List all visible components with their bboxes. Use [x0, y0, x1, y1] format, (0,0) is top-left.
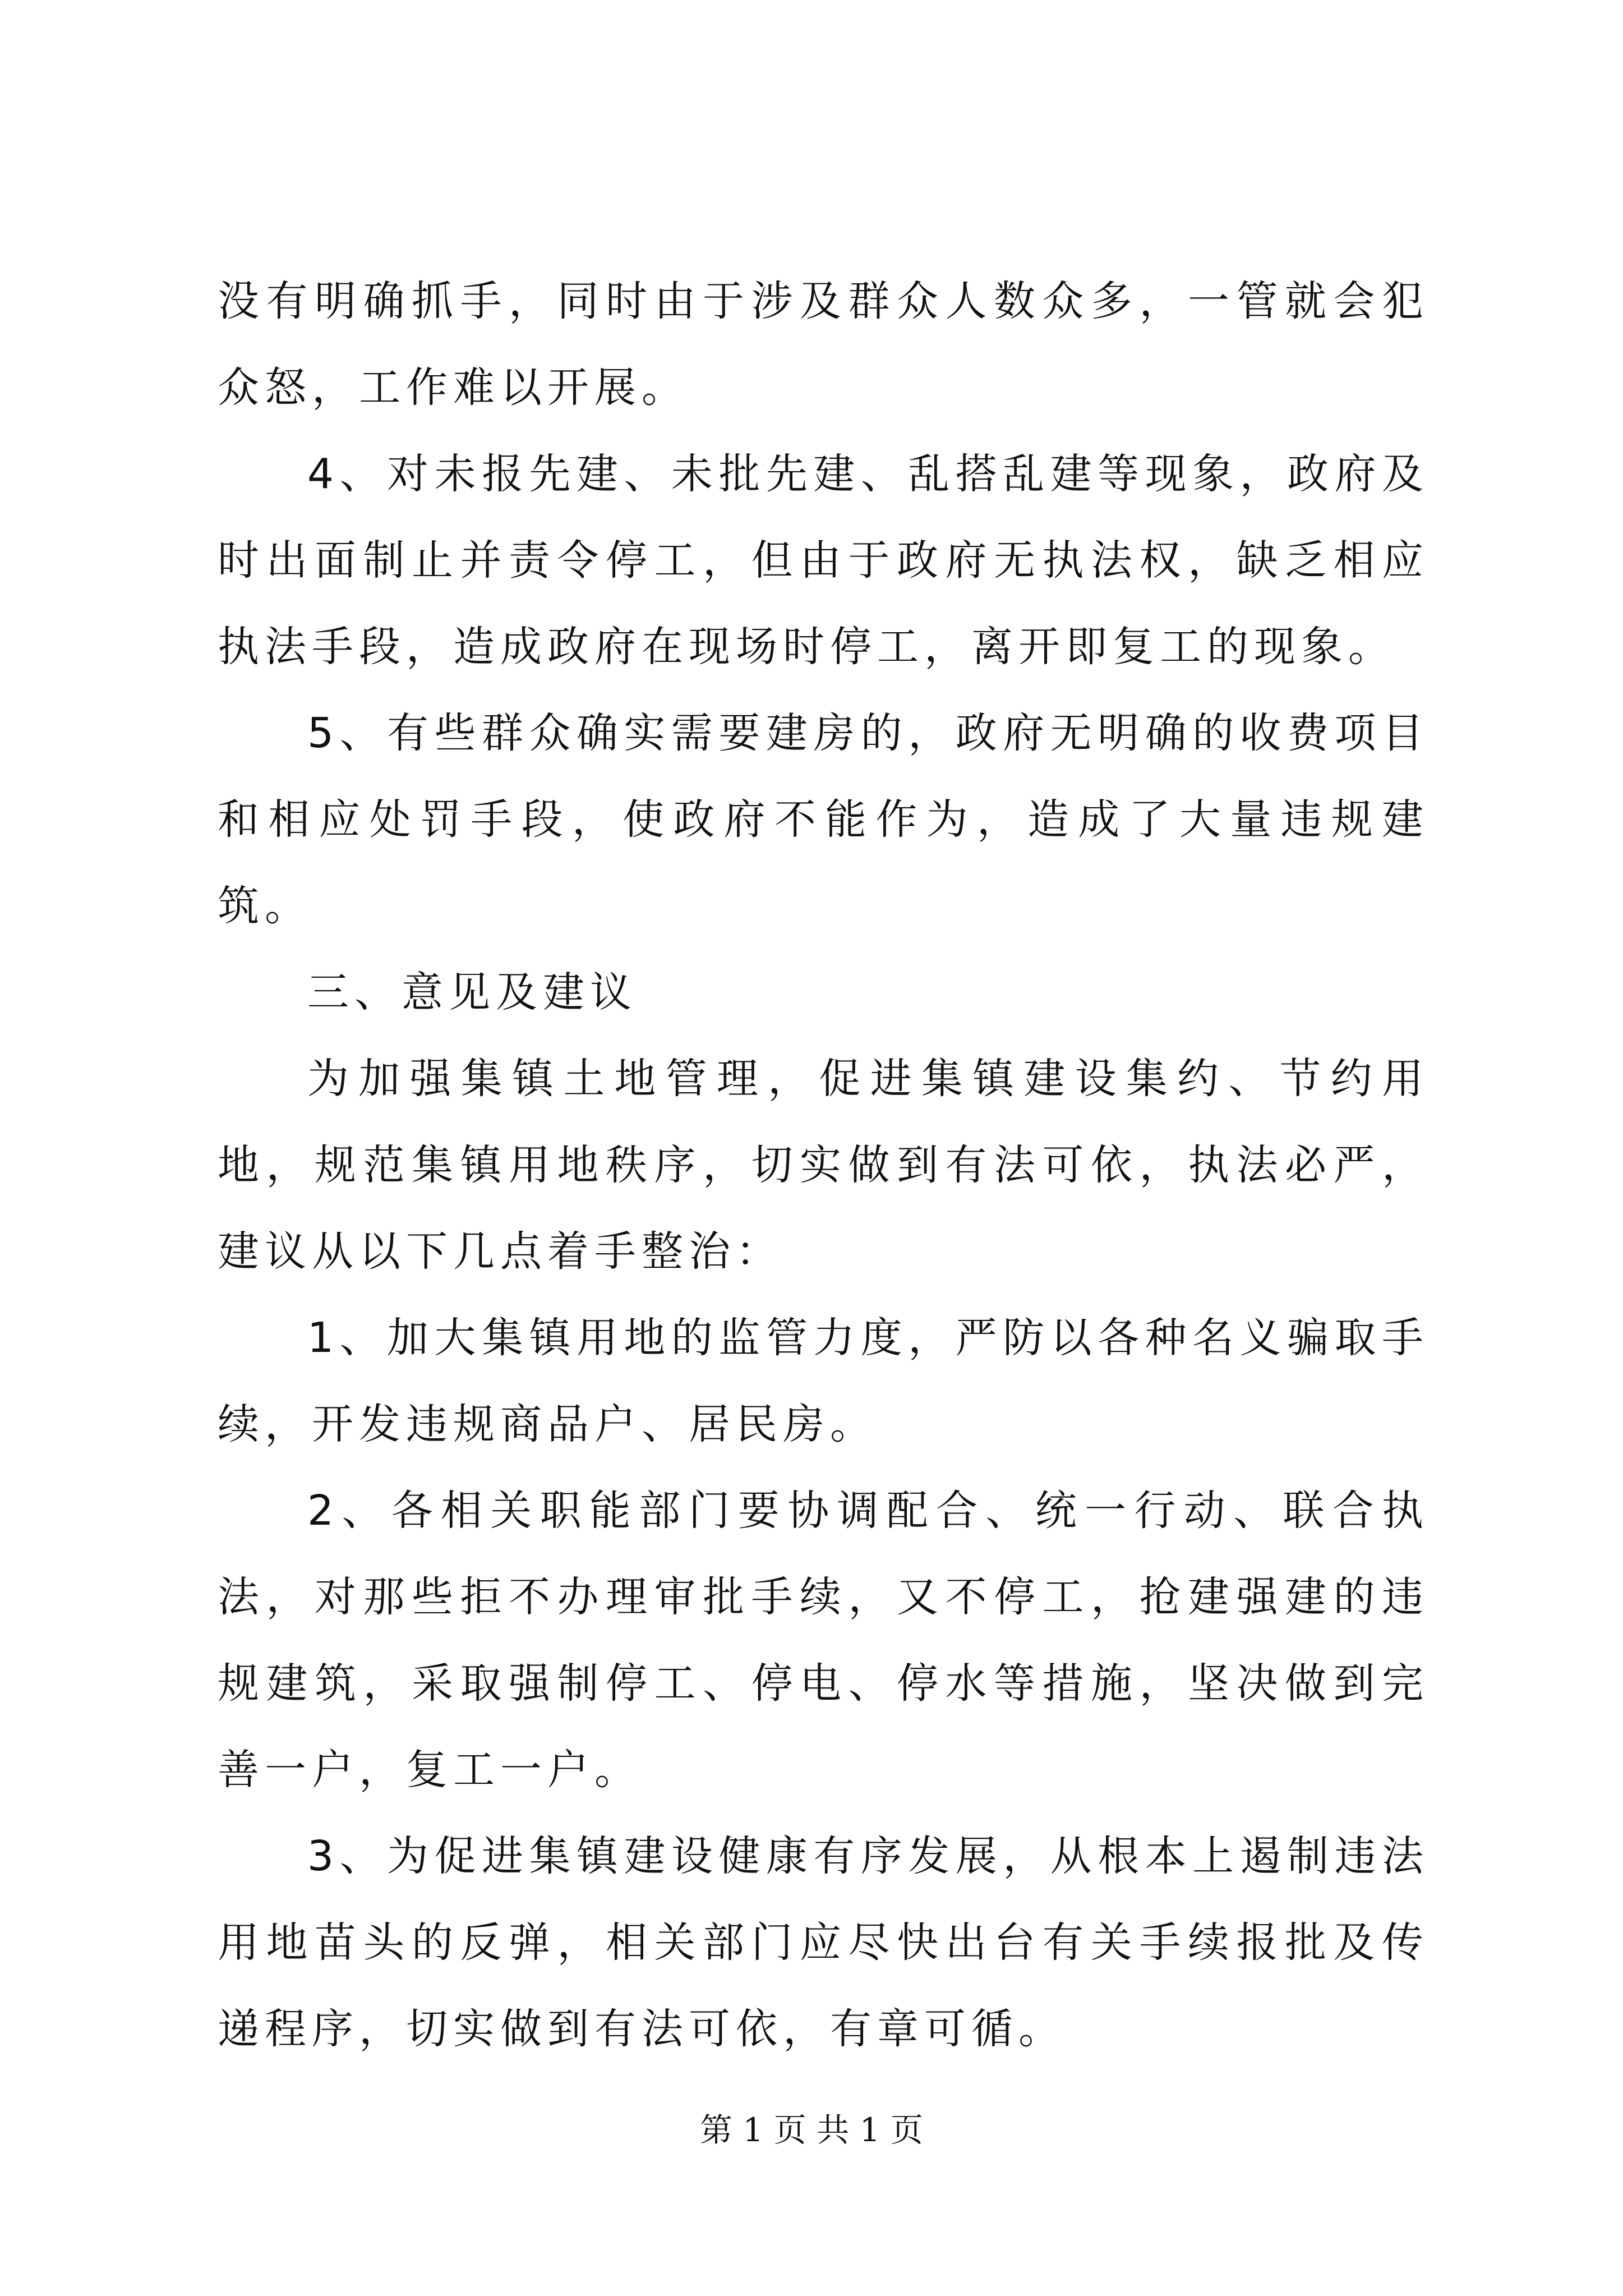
paragraph-issue-4: 4、对未报先建、未批先建、乱搭乱建等现象，政府及时出面制止并责令停工，但由于政府无执法权，缺乏相应执法手段，造成政府在现场时停工，离开即复工的现象。: [218, 450, 1429, 671]
document-body: [218, 258, 1429, 2072]
paragraph-suggestion-2: 2、各相关职能部门要协调配合、统一行动、联合执法，对那些拒不办理审批手续，又不停工，抢建强建的违规建筑，采取强制停工、停电、停水等措施，坚决做到完善一户，复工一户。: [218, 1487, 1429, 1794]
paragraph-suggestion-1: 1、加大集镇用地的监管力度，严防以各种名义骗取手续，开发违规商品户、居民房。: [218, 1314, 1429, 1448]
paragraph-suggestion-3: 3、为促进集镇建设健康有序发展，从根本上遏制违法用地苗头的反弹，相关部门应尽快出台有关手续报批及传递程序，切实做到有法可依，有章可循。: [218, 1832, 1429, 2053]
paragraph-issue-5: 5、有些群众确实需要建房的，政府无明确的收费项目和相应处罚手段，使政府不能作为，造成了大量违规建筑。: [218, 709, 1429, 930]
page-footer: 第 1 页 共 1 页: [700, 2111, 923, 2149]
paragraph-suggestions-intro: 为加强集镇土地管理，促进集镇建设集约、节约用地，规范集镇用地秩序，切实做到有法可依，执法必严，建议从以下几点着手整治：: [218, 1055, 1429, 1276]
paragraph-continuation: 没有明确抓手，同时由于涉及群众人数众多，一管就会犯众怒，工作难以开展。: [218, 277, 1429, 412]
section-heading-suggestions: 三、意见及建议: [307, 968, 637, 1016]
